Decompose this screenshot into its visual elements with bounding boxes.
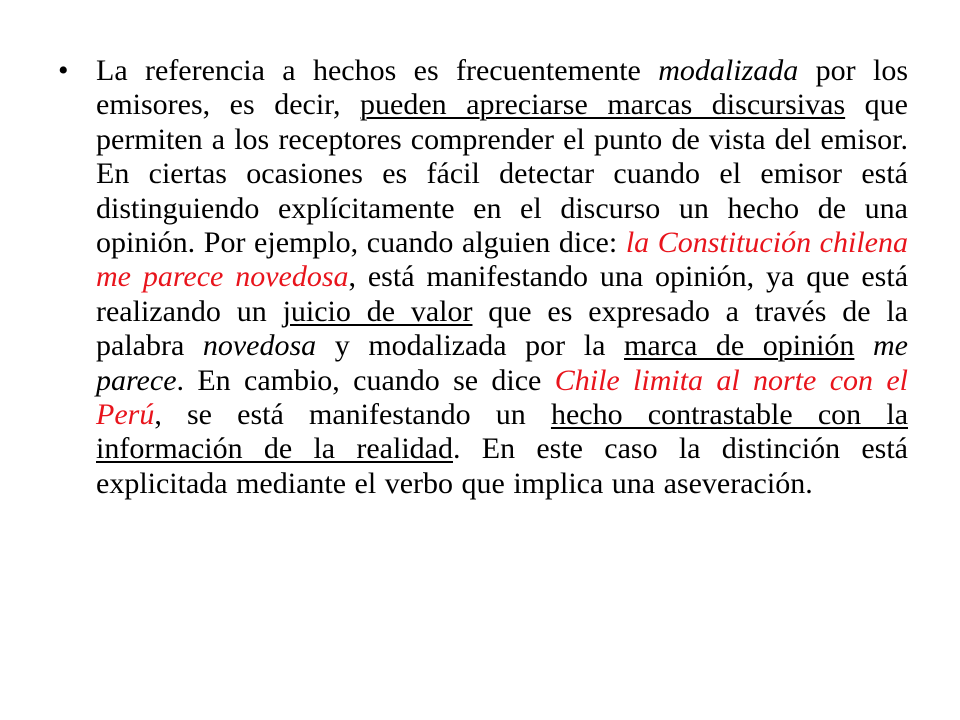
text-segment [854, 329, 873, 362]
text-segment: , está manifestando una opinión, ya que está realizando un [96, 260, 909, 328]
text-segment: y modalizada por la [316, 329, 624, 363]
underlined-phrase-hecho-contrastable: hecho contrastable con la información de la realidad [96, 398, 909, 466]
bullet-marker: • [58, 54, 69, 87]
underlined-phrase-marca-de-opinion: marca de opinión [624, 329, 855, 363]
red-example-fact: Chile limita al norte con el Perú [96, 363, 908, 432]
text-segment: , se está manifestando un [154, 398, 551, 432]
text-segment: . En cambio, cuando se dice [176, 363, 555, 397]
underlined-phrase-juicio-de-valor: juicio de valor [282, 294, 473, 328]
underlined-phrase-marcas-discursivas: pueden apreciarse marcas discursivas [360, 88, 846, 122]
italic-term-modalizada: modalizada [658, 54, 799, 87]
red-example-opinion: la Constitución chilena me parece novedosa [96, 226, 908, 294]
text-segment: que es expresado a través de la palabra [96, 294, 908, 363]
text-segment: por los emisores, es decir, [96, 54, 909, 122]
text-segment: que permiten a los receptores comprender el punto de vista del emisor. En ciertas ocasiones es fácil detectar cuando el emisor está distinguiendo explícitamente en el discurso un hecho de una opinión. Por ejemplo, cuando alguien dice: [96, 88, 909, 260]
text-segment: La referencia a hechos es frecuentemente [96, 54, 659, 87]
text-segment: . En este caso la distinción está explicitada mediante el verbo que implica una aseveración. [96, 432, 908, 500]
italic-term-novedosa: novedosa [202, 329, 317, 363]
body-paragraph [96, 54, 908, 501]
italic-term-me-parece: me parece [96, 329, 908, 397]
